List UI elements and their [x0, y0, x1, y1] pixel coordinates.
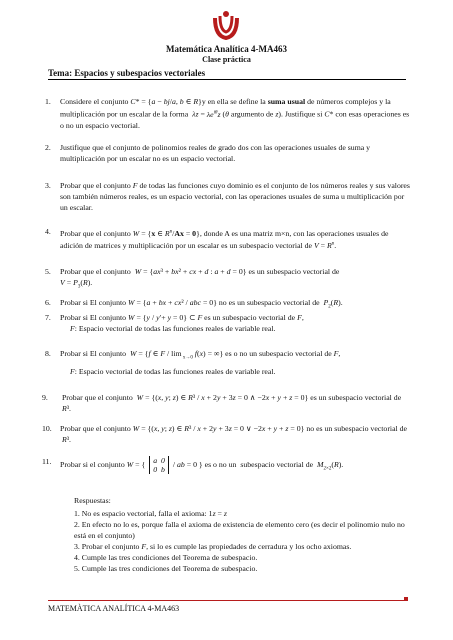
- answer-1: 1. No es espacio vectorial, falla el axioma: 1z = z: [74, 509, 227, 518]
- exercise-8-note: [70, 366, 420, 377]
- exercise-number: 9.: [42, 393, 48, 402]
- exercise-number: 2.: [45, 143, 51, 152]
- exercise-1: [45, 96, 410, 131]
- exercise-number: 3.: [45, 181, 51, 190]
- topic-heading: Tema: Espacios y subespacios vectoriales: [48, 68, 206, 78]
- exercise-text: Justifique que el conjunto de polinomios reales de grado dos con las operaciones usuales de suma y multiplicación por un escalar no es un espacio vectorial.: [60, 143, 371, 163]
- exercise-text: Probar que el conjunto W = {(x, y; z) ∈ R³ / x + 2y + 3z = 0 ∧ −2x + y + z = 0} es un subespacio vectorial de R³.: [60, 393, 402, 413]
- header-divider: [48, 79, 406, 80]
- exercise-number: 1.: [45, 97, 51, 106]
- exercise-number: 4.: [45, 227, 51, 236]
- answers-title: Respuestas:: [74, 496, 111, 505]
- page-footer: MATEMÀTICA ANALÍTICA 4-MA463: [48, 604, 180, 613]
- exercise-text: Probar si El conjunto W = {a + bx + cx² / abc = 0} no es un subespacio vectorial de $P_2(R)$.: [60, 298, 343, 310]
- exercise-2: [45, 142, 410, 164]
- exercise-text: Probar si el conjunto W = { a 0 0 b / ab = 0 } es o no un subespacio vectorial de $M_{2\times 2}(R)$.: [60, 456, 344, 474]
- exercise-4: [45, 226, 410, 251]
- exercise-text: Probar que el conjunto W = {x ∈ $R^n/Ax = 0$}, donde A es una matriz m×n, con las operaciones usuales de adición de matrices y multiplicación por un escalar es un subespacio vectorial de $V = R^n$.: [60, 228, 389, 251]
- exercise-5: [45, 266, 410, 293]
- exercise-note: F: Espacio vectorial de todas las funciones reales de variable real.: [70, 324, 276, 333]
- answer-4: 4. Cumple las tres condiciones del Teorema de subespacio.: [74, 553, 258, 562]
- exercise-number: 5.: [45, 267, 51, 276]
- answer-2: 2. En efecto no lo es, porque falla el axioma de existencia de elemento cero (es decir el polinomio nulo no está en el conjunto): [74, 520, 405, 540]
- footer-accent: [404, 597, 408, 601]
- exercise-text: Probar que el conjunto F de todas las funciones cuyo dominio es el conjunto de los números reales y sus valores son también números reales, es un espacio vectorial, con las operaciones usuales de suma u multiplicación por un escalar.: [60, 181, 410, 212]
- exercise-text: Probar que el conjunto W = {(x, y; z) ∈ R³ / x + 2y + 3z = 0 ∨ −2x + y + z = 0} no es un subespacio vectorial de R³.: [60, 424, 408, 444]
- exercise-number: 6.: [45, 298, 51, 307]
- exercise-7-note: [70, 323, 420, 334]
- exercise-text: Probar si El conjunto W = {y / y′+ y = 0} ⊂ F es un subespacio vectorial de F,: [60, 313, 304, 322]
- exercise-10: [42, 423, 410, 445]
- exercise-note: F: Espacio vectorial de todas las funciones reales de variable real.: [70, 367, 276, 376]
- exercise-3: [45, 180, 410, 213]
- matrix: a 0 0 b: [149, 456, 169, 474]
- exercise-number: 10.: [42, 424, 52, 433]
- exercise-number: 8.: [45, 349, 51, 358]
- exercise-9: [42, 392, 410, 414]
- exercise-6: [45, 297, 410, 313]
- exercise-text: Considere el conjunto C* = {a − bj/a, b ∈ R}y en ella se define la suma usual de números complejos y la multiplicación por un escalar de la forma $\lambda z = \lambda e^{i\theta}z$ (θ argumento de z). Justifique si C* con esas operaciones es o no un espacio vectorial.: [60, 97, 410, 130]
- answer-3: 3. Probar el conjunto F, si lo es cumple las propiedades de cerradura y los ocho axiomas.: [74, 542, 352, 551]
- exercise-11: [42, 456, 410, 474]
- exercise-text: Probar que el conjunto W = {ax³ + bx² + cx + d : a + d = 0} es un subespacio vectorial de $V = P_3(R)$.: [60, 267, 340, 290]
- document-subtitle: Clase práctica: [202, 55, 251, 64]
- exercise-8: [45, 348, 410, 364]
- exercise-text: Probar si El conjunto W = {f ∈ F / lim $_{x\to 0}$ f(x) = ∞} es o no un subespacio vectorial de F,: [60, 349, 341, 361]
- exercise-number: 7.: [45, 313, 51, 322]
- answer-5: 5. Cumple las tres condiciones del Teorema de subespacio.: [74, 564, 258, 573]
- exercise-number: 11.: [42, 457, 52, 466]
- university-logo-icon: [209, 8, 243, 42]
- exercise-7: [45, 312, 410, 323]
- document-title: Matemática Analítica 4-MA463: [166, 44, 287, 54]
- footer-divider: [48, 600, 406, 601]
